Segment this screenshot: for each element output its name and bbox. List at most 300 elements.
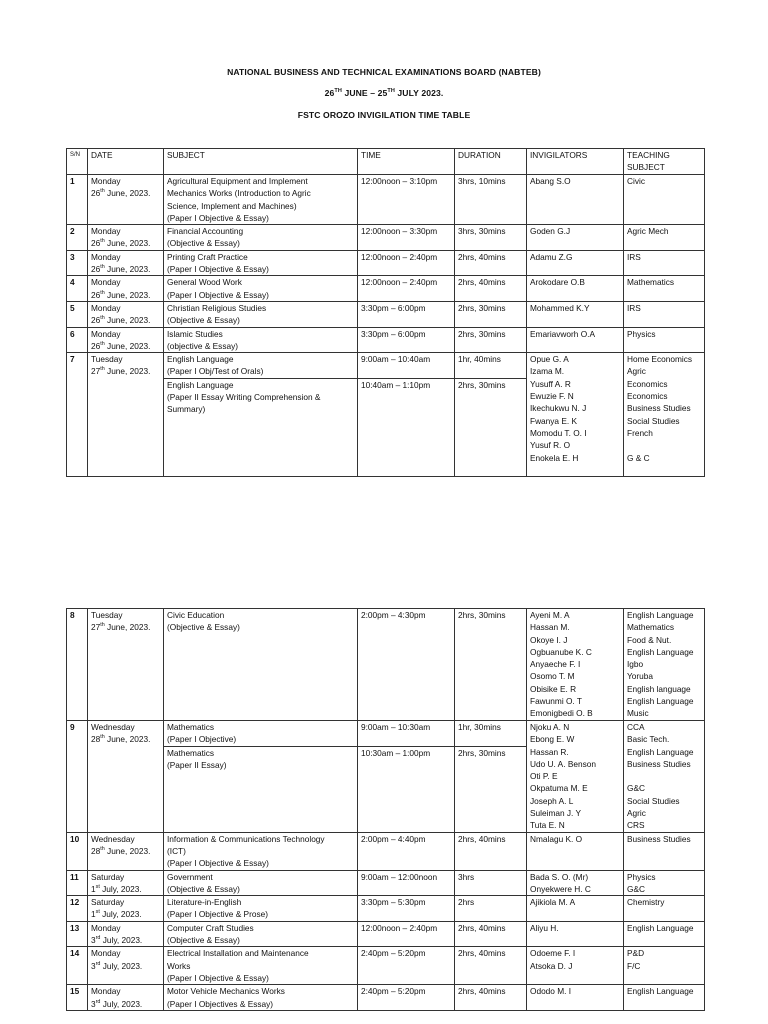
teaching-subject: English Language [627, 922, 694, 933]
date-day: 3 [91, 998, 96, 1009]
date-suffix: rd [95, 998, 101, 1005]
invigilator-name: Yusuf R. O [530, 440, 571, 451]
table-row [67, 175, 705, 225]
row-subject [164, 870, 358, 896]
subject-line: Islamic Studies [167, 328, 223, 339]
row-teaching-subject [624, 225, 705, 251]
date-month-year: July, 2023. [99, 883, 142, 894]
subject-line: (Objective & Essay) [167, 315, 240, 326]
date-day: 27 [91, 366, 101, 377]
date-suffix: th [100, 341, 105, 348]
row-number: 8 [67, 609, 88, 721]
row-day: Monday [91, 251, 121, 262]
row-day: Monday [91, 948, 121, 959]
row-subject [164, 353, 358, 379]
row-duration: 2hrs, 40mins [455, 985, 527, 1011]
row-time: 9:00am – 12:00noon [358, 870, 455, 896]
date-day: 28 [91, 734, 101, 745]
invigilator-name: Mohammed K.Y [530, 302, 590, 313]
subject-line: (Paper I Objective) [167, 734, 237, 745]
row-subject [164, 301, 358, 327]
row-duration: 3hrs, 30mins [455, 225, 527, 251]
invigilator-name: Anyaeche F. I [530, 659, 581, 670]
teaching-subject: English Language [627, 746, 694, 757]
subject-line: Literature-in-English [167, 897, 242, 908]
date-month-year: June, 2023. [104, 734, 151, 745]
invigilator-name: Hassan M. [530, 622, 570, 633]
date-day: 26 [91, 289, 101, 300]
table-row [67, 225, 705, 251]
row-day: Monday [91, 226, 121, 237]
teaching-subject: Mathematics [627, 277, 675, 288]
subject-line: Civic Education [167, 610, 225, 620]
subject-line: Government [167, 871, 213, 882]
table-row [67, 353, 705, 379]
row-subject [164, 896, 358, 922]
row-date [88, 896, 164, 922]
subject-line: English Language [167, 354, 234, 365]
table-row [67, 327, 705, 353]
row-day: Tuesday [91, 354, 123, 365]
invigilator-name: Obisike E. R [530, 683, 577, 694]
row-duration: 2hrs, 40mins [455, 921, 527, 947]
row-day: Monday [91, 302, 121, 313]
row-date-value [91, 845, 160, 857]
teaching-subject: French [627, 427, 653, 438]
subject-line: General Wood Work [167, 277, 242, 288]
teaching-subject: Music [627, 708, 649, 719]
teaching-subject: CCA [627, 722, 645, 732]
timetable-body-2 [67, 609, 705, 1011]
row-duration: 3hrs [455, 870, 527, 896]
teaching-subject: Home Economics [627, 354, 693, 365]
row-duration: 3hrs, 10mins [455, 175, 527, 225]
row-day: Monday [91, 986, 121, 997]
date-month-year: June, 2023. [104, 188, 151, 199]
row-day: Tuesday [91, 610, 123, 620]
row-date-value [91, 960, 160, 972]
teaching-subject: Civic [627, 176, 645, 186]
invigilator-name: Goden G.J [530, 226, 571, 237]
date-suffix: th [100, 622, 105, 629]
table-row [67, 870, 705, 896]
subject-line: (Paper I Objectives & Essay) [167, 998, 274, 1009]
date-suffix: th [100, 315, 105, 322]
row-teaching-subject [624, 609, 705, 721]
invigilator-name: Opue G. A [530, 354, 569, 365]
row-duration: 2hrs, 40mins [455, 832, 527, 870]
date-month-year: June, 2023. [104, 622, 151, 633]
subject-line: Mathematics [167, 747, 215, 758]
row-date-value [91, 934, 160, 946]
row-day: Monday [91, 277, 121, 288]
row-date [88, 985, 164, 1011]
teaching-subject [627, 439, 701, 451]
subject-line: (Objective & Essay) [167, 883, 240, 894]
row-day: Monday [91, 922, 121, 933]
row-time: 12:00noon – 2:40pm [358, 250, 455, 276]
teaching-subject: English Language [627, 610, 694, 620]
period-month-year: JULY 2023. [394, 88, 444, 98]
teaching-subject [627, 770, 701, 782]
row-date [88, 947, 164, 985]
teaching-subject: Food & Nut. [627, 634, 672, 645]
col-header-teaching-subject: TEACHING SUBJECT [624, 149, 705, 175]
date-month-year: July, 2023. [100, 935, 143, 946]
row-subject [164, 921, 358, 947]
invigilator-name: Njoku A. N [530, 722, 570, 732]
row-time: 2:00pm – 4:30pm [358, 609, 455, 721]
row-teaching-subject [624, 327, 705, 353]
row-subject [164, 378, 358, 476]
date-day: 1 [91, 909, 96, 920]
invigilator-name: Enokela E. H [530, 452, 579, 463]
date-day: 26 [91, 264, 101, 275]
teaching-subject: Economics [627, 378, 668, 389]
row-date [88, 921, 164, 947]
teaching-subject: English language [627, 683, 691, 694]
row-subject [164, 327, 358, 353]
row-date [88, 353, 164, 477]
row-number: 5 [67, 301, 88, 327]
row-teaching-subject [624, 921, 705, 947]
row-teaching-subject [624, 985, 705, 1011]
teaching-subject: Business Studies [627, 833, 691, 844]
teaching-subject: Agric Mech [627, 226, 669, 237]
invigilator-name: Okoye I. J [530, 634, 568, 645]
invigilator-name: Ayeni M. A [530, 610, 570, 620]
teaching-subject: English Language [627, 986, 694, 997]
invigilator-name: Adamu Z.G [530, 251, 573, 262]
teaching-subject: CRS [627, 820, 645, 831]
row-number: 15 [67, 985, 88, 1011]
row-duration: 2hrs, 40mins [455, 250, 527, 276]
date-day: 26 [91, 238, 101, 249]
invigilator-name: Ebong E. W [530, 734, 575, 745]
subject-line: Science, Implement and Machines) [167, 200, 297, 211]
row-date [88, 870, 164, 896]
row-subject [164, 947, 358, 985]
row-date [88, 225, 164, 251]
invigilator-name: Emonigbedi O. B [530, 708, 593, 719]
row-date [88, 175, 164, 225]
date-day: 28 [91, 845, 101, 856]
row-invigilators [527, 609, 624, 721]
row-number: 14 [67, 947, 88, 985]
date-suffix: th [100, 846, 105, 853]
row-time: 12:00noon – 2:40pm [358, 276, 455, 302]
teaching-subject: G & C [627, 452, 650, 463]
teaching-subject: F/C [627, 960, 641, 971]
subject-line: (Paper I Objective & Prose) [167, 909, 268, 920]
subject-line: Christian Religious Studies [167, 302, 267, 313]
row-day: Saturday [91, 897, 125, 908]
invigilator-name: Oti P. E [530, 771, 558, 782]
row-subject [164, 175, 358, 225]
teaching-subject: IRS [627, 251, 641, 262]
invigilator-name: Emariavworh O.A [530, 328, 596, 339]
invigilator-name: Arokodare O.B [530, 277, 585, 288]
table-row [67, 921, 705, 947]
row-day: Saturday [91, 871, 125, 882]
row-date-value [91, 289, 160, 301]
row-subject [164, 832, 358, 870]
teaching-subject: Yoruba [627, 671, 653, 682]
row-number: 6 [67, 327, 88, 353]
row-subject [164, 250, 358, 276]
teaching-subject: Economics [627, 391, 668, 402]
row-time: 3:30pm – 6:00pm [358, 301, 455, 327]
subject-line: Agricultural Equipment and Implement [167, 176, 308, 186]
row-number: 12 [67, 896, 88, 922]
col-header-subject: SUBJECT [164, 149, 358, 175]
row-teaching-subject [624, 250, 705, 276]
subject-line: (Paper II Essay) [167, 759, 227, 770]
row-invigilators [527, 921, 624, 947]
date-suffix: th [100, 289, 105, 296]
row-invigilators [527, 175, 624, 225]
row-teaching-subject [624, 947, 705, 985]
subject-line: (Paper I Obj/Test of Orals) [167, 366, 264, 377]
date-day: 3 [91, 935, 96, 946]
subject-line: (Paper I Objective & Essay) [167, 264, 269, 275]
table-row [67, 832, 705, 870]
subject-line: (Paper I Objective & Essay) [167, 212, 269, 223]
row-time: 12:00noon – 2:40pm [358, 921, 455, 947]
date-day: 1 [91, 883, 96, 894]
date-month-year: June, 2023. [104, 366, 151, 377]
invigilator-name: Aliyu H. [530, 922, 559, 933]
date-suffix: th [100, 238, 105, 245]
teaching-subject: Agric [627, 808, 646, 819]
invigilator-name: Fawunmi O. T [530, 696, 582, 707]
timetable-body-1 [67, 149, 705, 477]
subject-line: (objective & Essay) [167, 340, 239, 351]
subject-line: (Objective & Essay) [167, 238, 240, 249]
timetable-part-1 [66, 148, 705, 477]
invigilator-name: Ododo M. I [530, 986, 572, 997]
teaching-subject: Chemistry [627, 897, 665, 908]
subject-line: (Paper II Essay Writing Comprehension & [167, 392, 321, 403]
invigilator-name: Abang S.O [530, 176, 571, 186]
row-date-value [91, 621, 160, 633]
row-time: 10:30am – 1:00pm [358, 746, 455, 832]
row-time: 3:30pm – 6:00pm [358, 327, 455, 353]
date-month-year: June, 2023. [104, 264, 151, 275]
subject-line: Financial Accounting [167, 226, 244, 237]
row-teaching-subject [624, 353, 705, 477]
subject-line: (Paper I Objective & Essay) [167, 289, 269, 300]
subject-line: (ICT) [167, 845, 186, 856]
row-date [88, 609, 164, 721]
row-invigilators [527, 327, 624, 353]
row-date [88, 327, 164, 353]
date-day: 3 [91, 960, 96, 971]
subject-line: (Paper I Objective & Essay) [167, 858, 269, 869]
invigilator-name: Fwanya E. K [530, 415, 578, 426]
row-duration: 2hrs, 30mins [455, 609, 527, 721]
teaching-subject: Igbo [627, 659, 644, 670]
teaching-subject: Mathematics [627, 622, 675, 633]
exam-period [0, 88, 768, 98]
invigilator-name: Yusuff A. R [530, 378, 571, 389]
date-day: 27 [91, 622, 101, 633]
table-row [67, 947, 705, 985]
subject-line: Mathematics [167, 722, 215, 732]
row-number: 4 [67, 276, 88, 302]
row-invigilators [527, 947, 624, 985]
table-row [67, 721, 705, 747]
teaching-subject: Physics [627, 328, 656, 339]
invigilator-name: Hassan R. [530, 746, 569, 757]
period-suffix-1: TH [334, 88, 342, 95]
teaching-subject: Business Studies [627, 758, 691, 769]
row-invigilators [527, 896, 624, 922]
row-invigilators [527, 985, 624, 1011]
row-date-value [91, 998, 160, 1010]
row-time: 2:00pm – 4:40pm [358, 832, 455, 870]
row-time: 10:40am – 1:10pm [358, 378, 455, 476]
row-teaching-subject [624, 870, 705, 896]
row-subject [164, 609, 358, 721]
row-date-value [91, 314, 160, 326]
row-time: 2:40pm – 5:20pm [358, 947, 455, 985]
date-suffix: th [100, 366, 105, 373]
row-number: 9 [67, 721, 88, 833]
date-suffix: rd [95, 960, 101, 967]
date-month-year: June, 2023. [104, 289, 151, 300]
invigilator-name: Odoeme F. I [530, 948, 576, 959]
date-day: 26 [91, 340, 101, 351]
invigilator-name: Izama M. [530, 366, 565, 377]
invigilator-name: Atsoka D. J [530, 960, 573, 971]
row-time: 9:00am – 10:30am [358, 721, 455, 747]
timetable-subtitle: FSTC OROZO INVIGILATION TIME TABLE [297, 110, 471, 120]
teaching-subject: IRS [627, 302, 641, 313]
row-teaching-subject [624, 721, 705, 833]
row-duration: 2hrs [455, 896, 527, 922]
invigilator-name: Ewuzie F. N [530, 391, 574, 402]
invigilator-name: Ajikiola M. A [530, 897, 576, 908]
row-time: 9:00am – 10:40am [358, 353, 455, 379]
teaching-subject: Social Studies [627, 415, 680, 426]
document-title: NATIONAL BUSINESS AND TECHNICAL EXAMINATIONS BOARD (NABTEB) [227, 67, 541, 77]
date-suffix: st [95, 884, 100, 891]
invigilator-name: Joseph A. L [530, 795, 574, 806]
table-row [67, 301, 705, 327]
date-day: 26 [91, 315, 101, 326]
row-invigilators [527, 832, 624, 870]
period-day-1: 26 [324, 88, 335, 98]
table-row [67, 609, 705, 721]
subject-line: Information & Communications Technology [167, 833, 325, 844]
row-time: 12:00noon – 3:30pm [358, 225, 455, 251]
subject-line: Summary) [167, 404, 206, 415]
subject-line: Printing Craft Practice [167, 251, 248, 262]
col-header-sn: S/N [67, 149, 88, 175]
row-number: 13 [67, 921, 88, 947]
teaching-subject: Physics [627, 871, 656, 882]
row-date [88, 832, 164, 870]
subject-line: English Language [167, 379, 234, 390]
col-header-date: DATE [88, 149, 164, 175]
teaching-subject: Agric [627, 366, 646, 377]
subject-line: Works [167, 960, 191, 971]
subject-line: Mechanics Works (Introduction to Agric [167, 188, 311, 199]
period-suffix-2: TH [387, 88, 395, 95]
invigilator-name: Bada S. O. (Mr) [530, 871, 589, 882]
date-suffix: rd [95, 935, 101, 942]
row-subject [164, 985, 358, 1011]
row-time: 3:30pm – 5:30pm [358, 896, 455, 922]
row-invigilators [527, 250, 624, 276]
row-subject [164, 276, 358, 302]
row-date-value [91, 187, 160, 199]
row-teaching-subject [624, 301, 705, 327]
row-time: 2:40pm – 5:20pm [358, 985, 455, 1011]
date-suffix: th [100, 188, 105, 195]
row-date-value [91, 237, 160, 249]
row-number: 10 [67, 832, 88, 870]
row-date-value [91, 365, 160, 377]
subject-line: (Objective & Essay) [167, 935, 240, 946]
teaching-subject: English Language [627, 646, 694, 657]
subject-line: Computer Craft Studies [167, 922, 254, 933]
row-invigilators [527, 353, 624, 477]
row-number: 2 [67, 225, 88, 251]
col-header-time: TIME [358, 149, 455, 175]
timetable-part-2 [66, 608, 705, 1011]
row-number: 3 [67, 250, 88, 276]
teaching-subject: Social Studies [627, 795, 680, 806]
period-range: JUNE – 25 [341, 88, 388, 98]
row-date-value [91, 340, 160, 352]
row-duration: 1hr, 30mins [455, 721, 527, 747]
teaching-subject: G&C [627, 883, 645, 894]
row-day: Monday [91, 328, 121, 339]
row-duration: 2hrs, 30mins [455, 378, 527, 476]
row-teaching-subject [624, 896, 705, 922]
table-row [67, 985, 705, 1011]
row-number: 1 [67, 175, 88, 225]
teaching-subject: Basic Tech. [627, 734, 670, 745]
date-month-year: July, 2023. [100, 960, 143, 971]
invigilator-name: Tuta E. N [530, 820, 565, 831]
teaching-subject: G&C [627, 783, 645, 794]
row-number: 7 [67, 353, 88, 477]
teaching-subject: P&D [627, 948, 645, 959]
row-date [88, 721, 164, 833]
row-number: 11 [67, 870, 88, 896]
date-suffix: th [100, 734, 105, 741]
subject-line: Electrical Installation and Maintenance [167, 948, 309, 959]
date-month-year: June, 2023. [104, 340, 151, 351]
row-duration: 2hrs, 30mins [455, 301, 527, 327]
row-date [88, 301, 164, 327]
row-day: Monday [91, 176, 121, 186]
row-subject [164, 746, 358, 832]
row-day: Wednesday [91, 833, 135, 844]
date-day: 26 [91, 188, 101, 199]
date-month-year: June, 2023. [104, 845, 151, 856]
invigilator-name: Onyekwere H. C [530, 883, 591, 894]
row-duration: 1hr, 40mins [455, 353, 527, 379]
subject-line: Motor Vehicle Mechanics Works [167, 986, 285, 997]
date-month-year: June, 2023. [104, 238, 151, 249]
row-teaching-subject [624, 276, 705, 302]
invigilator-name: Momodu T. O. I [530, 427, 587, 438]
row-duration: 2hrs, 30mins [455, 746, 527, 832]
